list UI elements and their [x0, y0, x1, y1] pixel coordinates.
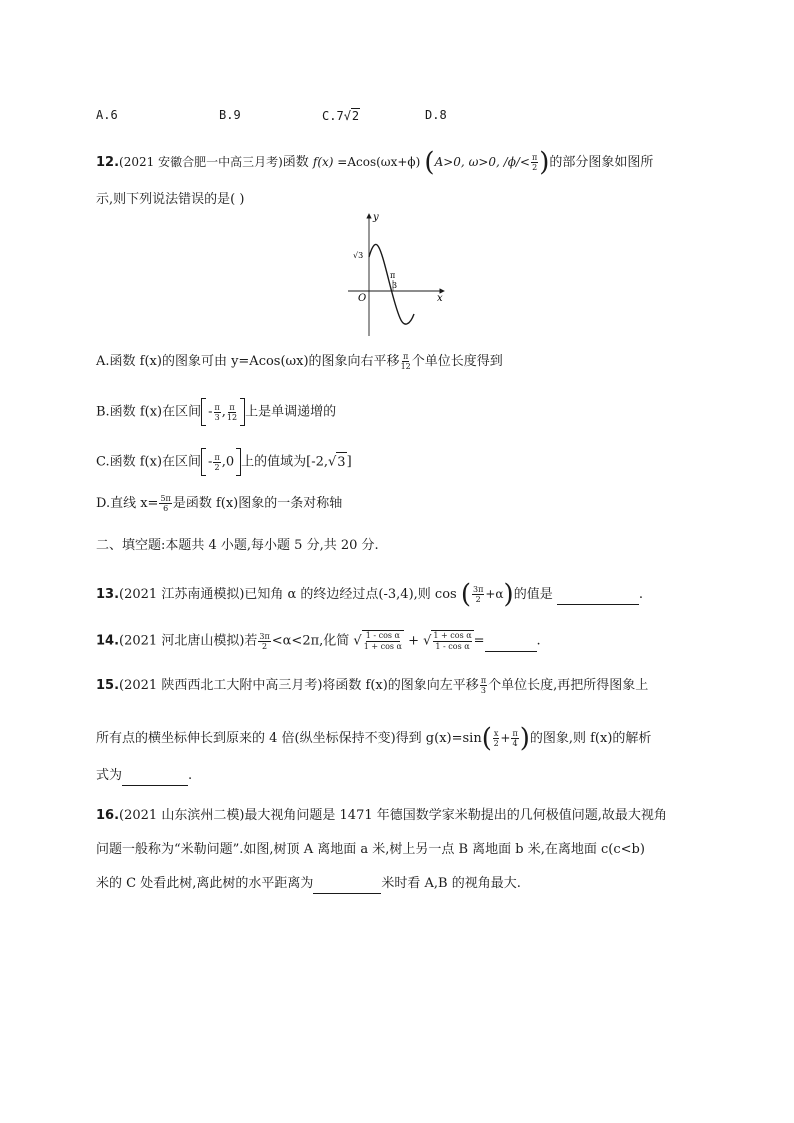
q12-line1: 12.(2021 安徽合肥一中高三月考)函数 f(x) =Acos(ωx+ϕ) (A>0, ω>0, /ϕ/< $\frac{\pi}{2}$ )的部分图象如图所	[96, 147, 654, 178]
option-d: D.8	[425, 108, 447, 122]
function-graph	[340, 210, 450, 340]
sqrt3-label: √3	[353, 251, 364, 260]
option-b: B.9	[219, 108, 241, 122]
q15-answer-blank[interactable]	[122, 771, 188, 786]
q12-option-b: B.函数 f(x)在区间 - $\frac{\pi}{3}$ , $\frac{\pi}{12}$ 上是单调递增的	[96, 398, 336, 426]
q14: 14.(2021 河北唐山模拟)若 $\frac{3\pi}{2}$ <α<2π,化简 √ $\frac{\text{1 - cos α}}{\text{1 + cos α}}$ + √ $\frac{\text{1 + cos α}}{\text{1 - cos α}}$ = .	[96, 631, 541, 651]
q15-line2: 所有点的横坐标伸长到原来的 4 倍(纵坐标保持不变)得到 g(x)=sin( $\frac{x}{2}$ + $\frac{\pi}{4}$ )的图象,则 f(x)的解析	[96, 723, 652, 754]
q12-option-d: D.直线 x= $\frac{5\pi}{6}$ 是函数 f(x)图象的一条对称轴	[96, 494, 343, 513]
three-label: 3	[392, 281, 398, 290]
section-heading-fill-in: 二、填空题:本题共 4 小题,每小题 5 分,共 20 分.	[96, 538, 379, 553]
q15-line3: 式为 .	[96, 766, 192, 786]
q13: 13.(2021 江苏南通模拟)已知角 α 的终边经过点(-3,4),则 cos ( $\frac{3\pi}{2}$ +α)的值是 .	[96, 579, 643, 610]
q12-option-a: A.函数 f(x)的图象可由 y=Acos(ωx)的图象向右平移 $\frac{\pi}{12}$ 个单位长度得到	[96, 352, 503, 371]
q16-line1: 16.(2021 山东滨州二模)最大视角问题是 1471 年德国数学家米勒提出的几何极值问题,故最大视角	[96, 808, 667, 823]
pi-label: π	[390, 271, 396, 280]
q12-line2: 示,则下列说法错误的是( )	[96, 192, 245, 207]
q13-answer-blank[interactable]	[557, 590, 639, 605]
option-c: C.7√2	[322, 109, 360, 123]
q12-option-c: C.函数 f(x)在区间 - $\frac{\pi}{2}$ ,0 上的值域为[-2,√3]	[96, 448, 352, 476]
q15-line1: 15.(2021 陕西西北工大附中高三月考)将函数 f(x)的图象向左平移 $\frac{\pi}{3}$ 个单位长度,再把所得图象上	[96, 676, 649, 695]
option-a: A.6	[96, 108, 118, 122]
y-label: y	[373, 212, 379, 223]
q16-line3: 米的 C 处看此树,离此树的水平距离为 米时看 A,B 的视角最大.	[96, 874, 521, 894]
q14-answer-blank[interactable]	[485, 637, 537, 652]
q16-answer-blank[interactable]	[313, 879, 381, 894]
q16-line2: 问题一般称为“米勒问题”.如图,树顶 A 离地面 a 米,树上另一点 B 离地面 b 米,在离地面 c(c<b)	[96, 842, 645, 857]
origin-label: O	[358, 293, 367, 304]
x-label: x	[437, 293, 443, 304]
